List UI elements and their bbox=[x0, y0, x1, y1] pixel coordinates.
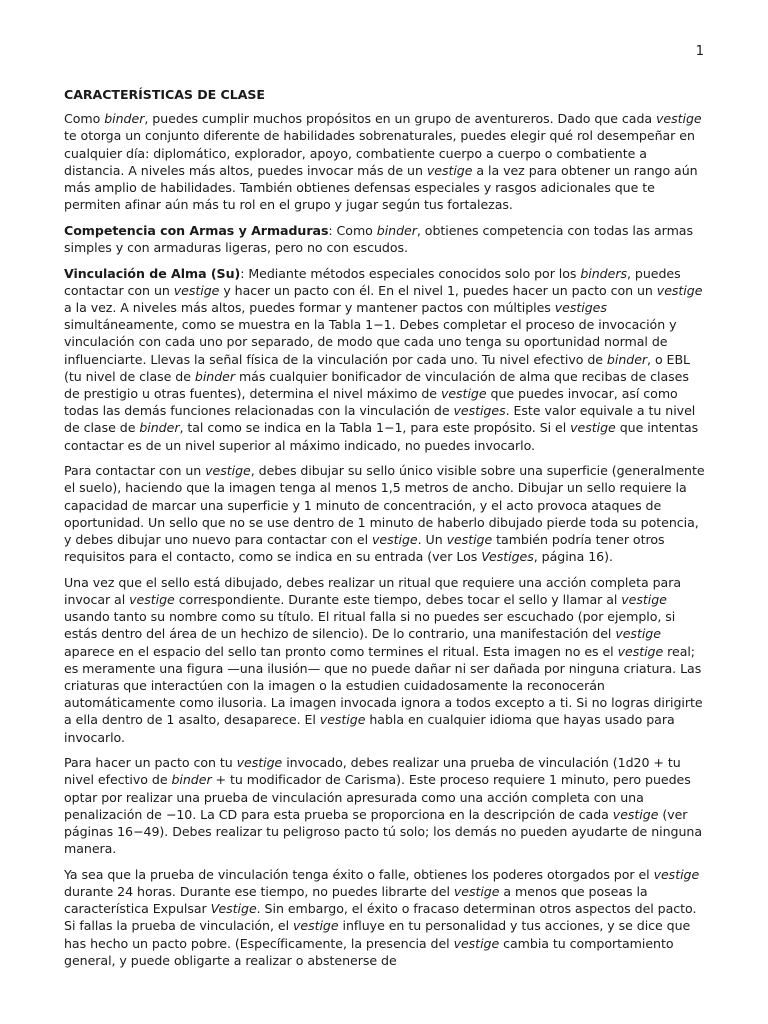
paragraph-binding-check bbox=[64, 754, 706, 857]
text-run: Como bbox=[64, 111, 105, 127]
italic-term: vestige bbox=[236, 755, 283, 771]
italic-term: vestige bbox=[372, 532, 418, 548]
italic-term: vestige bbox=[653, 866, 700, 882]
paragraph-label: Competencia con Armas y Armaduras bbox=[64, 222, 329, 238]
text-run: , debes dibujar su sello único visible sobre una superficie (generalmente el suelo), haciendo que la imagen tenga al menos 1,5 metros de ancho. Dibujar un sello requiere la capacidad de marcar una superficie y 1 minuto de concentración, y el acto provoca ataques de oportunidad. Un sello que no se use dentro de 1 minuto de haberlo dibujado pierde toda su potencia, y debes dibujar uno nuevo para contactar con el bbox=[64, 463, 705, 548]
text-run: te otorga un conjunto diferente de habilidades sobrenaturales, puedes elegir qué rol desempeñar en cualquier día: diplomático, explorador, apoyo, combatiente cuerpo a cuerpo o combatiente a distancia. A niveles más altos, puedes invocar más de un bbox=[64, 128, 695, 178]
text-run: Para contactar con un bbox=[64, 463, 206, 479]
italic-term: vestige bbox=[426, 162, 473, 178]
text-run: Ya sea que la prueba de vinculación tenga éxito o falle, obtienes los poderes otorgados por el bbox=[64, 866, 654, 882]
text-run: también podría tener otros requisitos para el contacto, como se indica en su entrada (ver Los bbox=[64, 532, 665, 565]
text-run: simultáneamente, como se muestra en la Tabla 1−1. Debes completar el proceso de invocación y vinculación con cada uno por separado, de modo que cada uno tenga su oportunidad normal de influenciarte. Llevas la señal física de la vinculación por cada uno. Tu nivel efectivo de bbox=[64, 317, 677, 367]
text-run: , tal como se indica en la Tabla 1−1, para este propósito. Si el bbox=[179, 420, 571, 436]
italic-term: vestige bbox=[129, 592, 175, 608]
italic-term: binder bbox=[376, 222, 417, 238]
italic-term: vestige bbox=[292, 918, 339, 934]
italic-term: binder bbox=[171, 772, 212, 788]
text-run: a la vez para obtener un rango aún más amplio de habilidades. También obtienes defensas especiales y rasgos adicionales que te permiten afinar aún más tu rol en el grupo y jugar según tus fortalezas. bbox=[64, 162, 698, 213]
text-run: usando tanto su nombre como su título. El ritual falla si no puedes ser escuchado (por ejemplo, si estás dentro del área de un hechizo de silencio). De lo contrario, una manifestación del bbox=[64, 609, 676, 642]
section-heading: CARACTERÍSTICAS DE CLASE bbox=[64, 87, 265, 102]
text-run: . Un bbox=[417, 532, 447, 548]
paragraph-soul-binding bbox=[64, 265, 706, 454]
italic-term: vestige bbox=[319, 712, 366, 728]
italic-term: vestige bbox=[453, 884, 500, 900]
text-run: correspondiente. Durante este tiempo, debes tocar el sello y llamar al bbox=[174, 592, 622, 608]
italic-term: vestige bbox=[615, 626, 661, 642]
italic-term: vestige bbox=[621, 592, 667, 608]
italic-term: Vestige bbox=[210, 901, 257, 917]
text-run: a la vez. A niveles más altos, puedes formar y mantener pactos con múltiples bbox=[64, 300, 555, 316]
page-number: 1 bbox=[695, 44, 704, 59]
text-run: (ver páginas 16−49). Debes realizar tu peligroso pacto tú solo; los demás no pueden ayudarte de ninguna manera. bbox=[64, 806, 702, 857]
text-run: cambia tu comportamiento general, y puede obligarte a realizar o abstenerse de bbox=[64, 935, 674, 968]
text-run: habla en cualquier idioma que hayas usado para invocarlo. bbox=[64, 712, 675, 745]
paragraph-class-overview bbox=[64, 110, 706, 213]
text-run: y hacer un pacto con él. En el nivel 1, puedes hacer un pacto con un bbox=[219, 282, 657, 298]
italic-term: binder bbox=[194, 368, 235, 384]
italic-term: binders bbox=[580, 265, 627, 281]
paragraph-contacting-vestige bbox=[64, 462, 706, 565]
italic-term: vestige bbox=[446, 532, 493, 548]
italic-term: binder bbox=[606, 351, 648, 367]
italic-term: binder bbox=[104, 111, 145, 127]
italic-term: vestige bbox=[570, 420, 616, 436]
italic-term: vestige bbox=[453, 935, 500, 951]
text-run: Para hacer un pacto con tu bbox=[64, 755, 237, 771]
text-run: : Mediante métodos especiales conocidos solo por los bbox=[240, 265, 581, 281]
italic-term: vestige bbox=[612, 806, 659, 822]
paragraph-pact-outcome bbox=[64, 866, 706, 969]
text-run: . Este valor equivale a tu nivel de clase de bbox=[64, 403, 696, 436]
document-body bbox=[64, 86, 706, 977]
italic-term: vestige bbox=[617, 643, 664, 659]
italic-term: vestige bbox=[173, 282, 220, 298]
italic-term: vestige bbox=[656, 111, 702, 127]
italic-term: vestige bbox=[656, 282, 703, 298]
text-run: . Sin embargo, el éxito o fracaso determinan otros aspectos del pacto. Si fallas la prueba de vinculación, el bbox=[64, 901, 697, 934]
text-run: invocado, debes realizar una prueba de vinculación (1d20 + tu nivel efectivo de bbox=[64, 755, 681, 788]
text-run: : Como bbox=[328, 222, 377, 238]
text-run: más cualquier bonificador de vinculación de alma que recibas de clases de prestigio u otras fuentes), determina el nivel máximo de bbox=[64, 368, 689, 402]
paragraph-weapon-armor-proficiency bbox=[64, 222, 706, 256]
paragraph-label: Vinculación de Alma (Su) bbox=[64, 265, 241, 281]
text-run: , o EBL (tu nivel de clase de bbox=[64, 351, 691, 384]
italic-term: vestige bbox=[440, 386, 487, 402]
italic-term: binder bbox=[139, 420, 180, 436]
text-run: a menos que poseas la característica Expulsar bbox=[64, 884, 648, 917]
paragraph-summoning-ritual bbox=[64, 574, 706, 746]
text-run: que intentas contactar es de un nivel superior al máximo indicado, no puedes invocarlo. bbox=[64, 420, 699, 453]
text-run: durante 24 horas. Durante ese tiempo, no puedes librarte del bbox=[64, 884, 454, 900]
text-run: , puedes contactar con un bbox=[64, 265, 681, 298]
text-run: , puedes cumplir muchos propósitos en un grupo de aventureros. Dado que cada bbox=[144, 111, 657, 127]
italic-term: Vestiges bbox=[481, 549, 534, 565]
text-run: , página 16). bbox=[533, 549, 613, 565]
italic-term: vestige bbox=[205, 463, 251, 479]
text-run: real; es meramente una figura —una ilusión— que no puede dañar ni ser dañada por ninguna criatura. Las criaturas que interactúen con la imagen o la estudien cuidadosamente la reconocerán automáticamente como ilusoria. La imagen invocada ignora a todos excepto a ti. Si no logras dirigirte a ella dentro de 1 asalto, desaparece. El bbox=[64, 643, 703, 728]
text-run: , obtienes competencia con todas las armas simples y con armaduras ligeras, pero no con escudos. bbox=[64, 222, 693, 256]
italic-term: vestiges bbox=[453, 403, 506, 419]
text-run: Una vez que el sello está dibujado, debes realizar un ritual que requiere una acción completa para invocar al bbox=[64, 574, 681, 608]
text-run: + tu modificador de Carisma). Este proceso requiere 1 minuto, pero puedes optar por realizar una prueba de vinculación apresurada como una acción completa con una penalización de −10. La CD para esta prueba se proporciona en la descripción de cada bbox=[64, 772, 691, 822]
text-run: influye en tu personalidad y tus acciones, y se dice que has hecho un pacto pobre. (Específicamente, la presencia del bbox=[64, 918, 691, 951]
text-run: que puedes invocar, así como todas las demás funciones relacionadas con la vinculación de bbox=[64, 386, 678, 419]
italic-term: vestiges bbox=[554, 300, 607, 316]
text-run: aparece en el espacio del sello tan pronto como termines el ritual. Esta imagen no es el bbox=[64, 643, 618, 659]
